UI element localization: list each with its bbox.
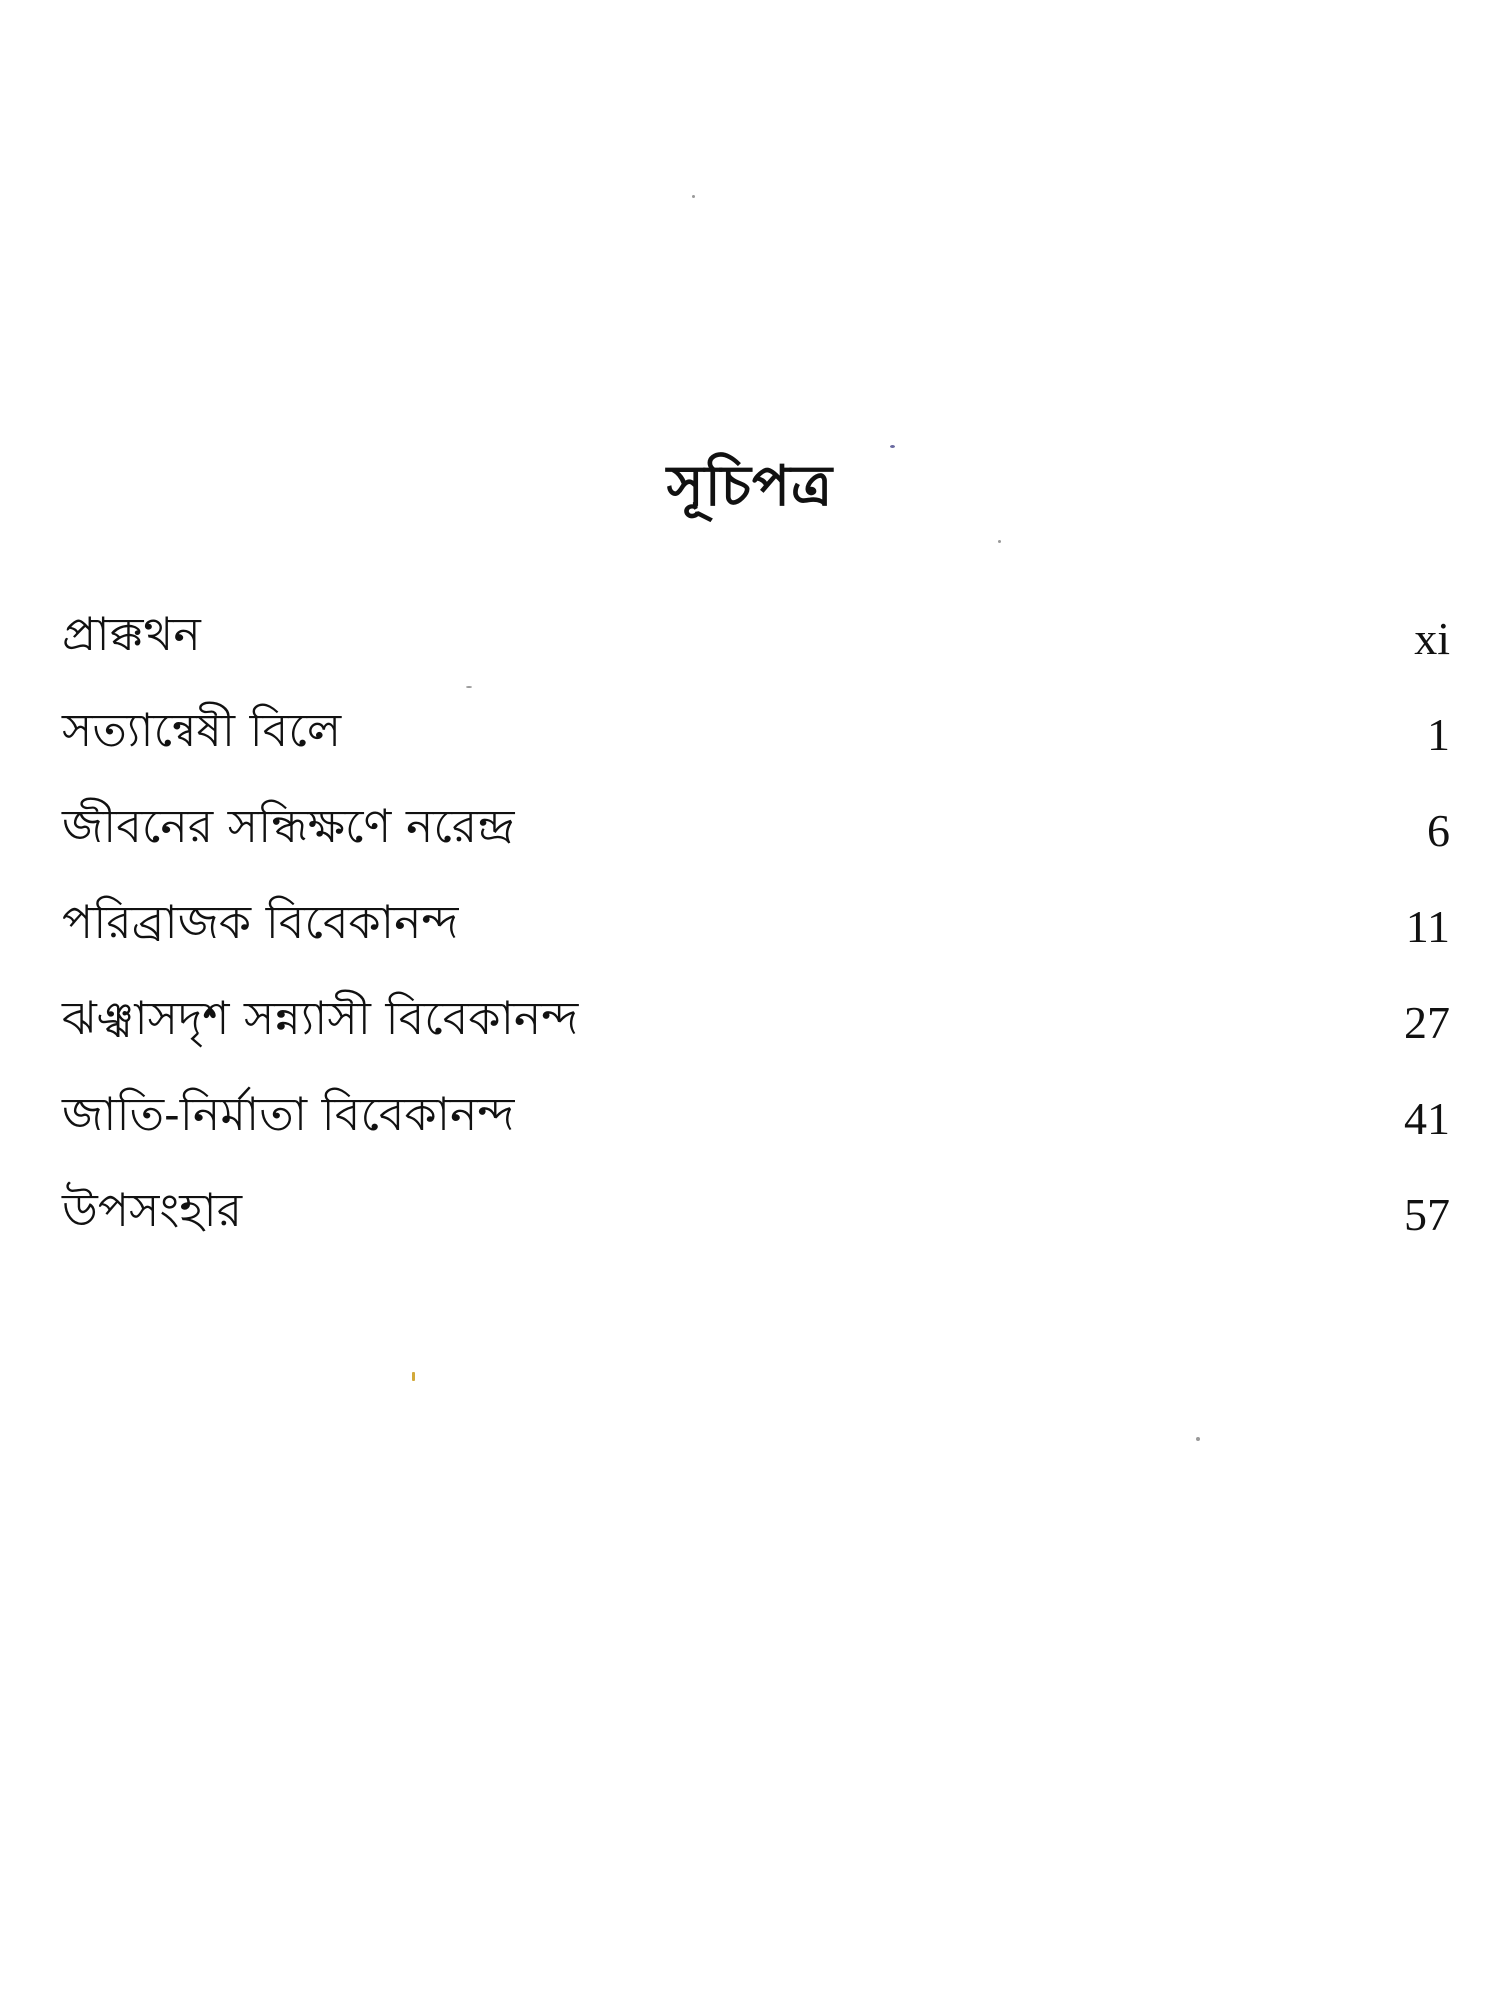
scan-speck — [692, 195, 695, 198]
toc-entry-6 — [62, 1070, 1450, 1166]
page-title: সূচিপত্র — [666, 452, 834, 519]
scan-speck — [412, 1372, 415, 1381]
toc-entry-3 — [62, 782, 1450, 878]
toc-entry-page: xi — [1414, 612, 1450, 664]
scan-speck — [998, 540, 1001, 543]
scan-speck — [466, 686, 472, 688]
toc-entry-label: জীবনের সন্ধিক্ষণে নরেন্দ্র — [62, 799, 515, 853]
toc-entry-label: পরিব্রাজক বিবেকানন্দ — [62, 895, 459, 949]
toc-entry-1 — [62, 590, 1450, 686]
toc-entry-label: উপসংহার — [62, 1183, 243, 1237]
toc-entry-page: 6 — [1427, 804, 1450, 856]
toc-entry-2 — [62, 686, 1450, 782]
toc-entry-page: 57 — [1404, 1188, 1450, 1240]
table-of-contents — [62, 590, 1450, 1262]
toc-entry-4 — [62, 878, 1450, 974]
toc-entry-label: ঝঞ্ঝাসদৃশ সন্ন্যাসী বিবেকানন্দ — [62, 991, 579, 1045]
toc-entry-5 — [62, 974, 1450, 1070]
toc-entry-page: 27 — [1404, 996, 1450, 1048]
toc-entry-label: প্রাক্কথন — [62, 607, 201, 661]
toc-entry-page: 41 — [1404, 1092, 1450, 1144]
toc-entry-page: 1 — [1427, 708, 1450, 760]
toc-entry-label: সত্যান্বেষী বিলে — [62, 703, 342, 757]
toc-entry-page: 11 — [1405, 900, 1450, 952]
scan-speck — [890, 445, 895, 448]
toc-entry-label: জাতি-নির্মাতা বিবেকানন্দ — [62, 1087, 515, 1141]
toc-entry-7 — [62, 1166, 1450, 1262]
scan-speck — [1196, 1437, 1200, 1441]
